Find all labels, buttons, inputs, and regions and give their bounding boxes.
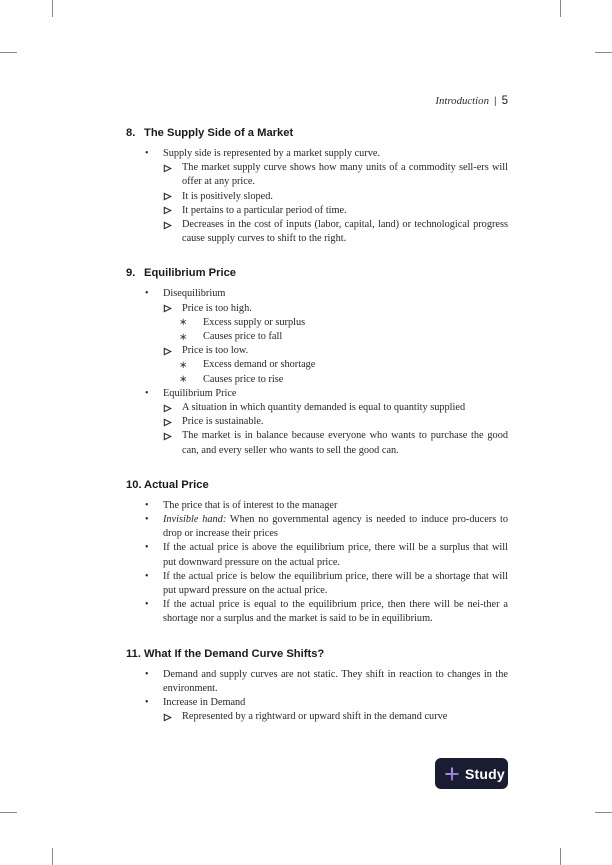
arrow-bullet-icon xyxy=(163,418,172,427)
list-item xyxy=(145,570,508,598)
list-item xyxy=(182,415,508,429)
item-text: It pertains to a particular period of time. xyxy=(182,204,347,216)
bullet-bullet-marker: • xyxy=(145,542,149,554)
item-text: Excess demand or shortage xyxy=(203,359,316,371)
section-heading xyxy=(0,266,612,280)
item-text: The price that is of interest to the manager xyxy=(163,499,338,511)
arrow-bullet-marker xyxy=(163,713,172,727)
arrow-bullet-icon xyxy=(163,432,172,441)
crop-mark-bottom-left-horizontal xyxy=(0,812,17,813)
section xyxy=(0,647,612,725)
section-number: 8. xyxy=(126,127,136,139)
bullet-bullet-marker: • xyxy=(145,570,149,582)
item-text: Demand and supply curves are not static. They shift in reaction to changes in the environment. xyxy=(163,668,508,694)
item-text: If the actual price is equal to the equilibrium price, then there will be nei-ther a shortage nor a surplus and the market is said to be in equilibrium. xyxy=(163,599,508,625)
bullet-bullet-marker: • xyxy=(145,499,149,511)
section-heading xyxy=(0,647,612,661)
section-heading xyxy=(0,126,612,140)
list-item xyxy=(179,373,508,387)
list-item xyxy=(145,696,508,710)
arrow-bullet-marker xyxy=(163,404,172,418)
crop-mark-bottom-right-vertical xyxy=(560,848,561,865)
item-text: Excess supply or surplus xyxy=(203,316,306,328)
arrow-bullet-icon xyxy=(163,304,172,313)
section xyxy=(0,266,612,457)
item-text: The market is in balance because everyone who wants to purchase the good can, and every seller who wants to sell the good can. xyxy=(182,430,508,456)
list-item xyxy=(145,513,508,541)
arrow-bullet-icon xyxy=(163,221,172,230)
asterisk-bullet-marker: ∗ xyxy=(179,331,188,343)
item-text: Causes price to fall xyxy=(203,331,283,343)
bullet-bullet-marker: • xyxy=(145,514,149,526)
item-text: Disequilibrium xyxy=(163,288,226,300)
section-title: What If the Demand Curve Shifts? xyxy=(144,647,325,660)
arrow-bullet-marker xyxy=(163,192,172,206)
item-text: It is positively sloped. xyxy=(182,190,273,202)
item-text: Price is too high. xyxy=(182,302,252,314)
list-item xyxy=(145,287,508,301)
section-heading xyxy=(0,478,612,492)
arrow-bullet-marker xyxy=(163,418,172,432)
list-item xyxy=(145,147,508,161)
crop-mark-bottom-left-vertical xyxy=(52,848,53,865)
arrow-bullet-icon xyxy=(163,347,172,356)
crop-mark-bottom-right-horizontal xyxy=(595,812,612,813)
list-item xyxy=(179,316,508,330)
crop-mark-top-left-horizontal xyxy=(0,52,17,53)
list-item xyxy=(182,161,508,189)
list-item xyxy=(182,190,508,204)
arrow-bullet-icon xyxy=(163,192,172,201)
studypool-logo xyxy=(435,758,508,789)
crop-mark-top-left-vertical xyxy=(52,0,53,17)
item-text: Increase in Demand xyxy=(163,697,246,709)
list-item xyxy=(145,668,508,696)
bullet-bullet-marker: • xyxy=(145,697,149,709)
section-title: Equilibrium Price xyxy=(144,267,237,280)
item-text: If the actual price is above the equilibrium price, there will be a surplus that will put downward pressure on the actual price. xyxy=(163,542,508,568)
arrow-bullet-icon xyxy=(163,164,172,173)
list-item xyxy=(145,387,508,401)
crop-mark-top-right-vertical xyxy=(560,0,561,17)
list-item xyxy=(182,344,508,358)
list-item xyxy=(145,541,508,569)
asterisk-bullet-marker: ∗ xyxy=(179,374,188,386)
logo-text: Study xyxy=(465,765,505,782)
list-item xyxy=(182,710,508,724)
content xyxy=(0,126,612,725)
item-text: Represented by a rightward or upward shift in the demand curve xyxy=(182,711,448,723)
arrow-bullet-marker xyxy=(163,304,172,318)
bullet-bullet-marker: • xyxy=(145,599,149,611)
page-number: 5 xyxy=(501,95,508,107)
list-item xyxy=(179,358,508,372)
arrow-bullet-icon xyxy=(163,404,172,413)
section-number: 9. xyxy=(126,267,136,280)
running-head xyxy=(435,95,508,107)
section xyxy=(0,126,612,246)
arrow-bullet-marker xyxy=(163,206,172,220)
italic-lead-text: Invisible hand: xyxy=(163,514,227,526)
section xyxy=(0,478,612,627)
arrow-bullet-marker xyxy=(163,347,172,361)
running-head-title: Introduction xyxy=(435,95,489,107)
arrow-bullet-marker xyxy=(163,221,172,235)
section-number: 10. xyxy=(126,478,142,491)
list-item xyxy=(145,598,508,626)
item-text: If the actual price is below the equilibrium price, there will be a shortage that will put upward pressure on the actual price. xyxy=(163,570,508,597)
arrow-bullet-icon xyxy=(163,206,172,215)
bullet-bullet-marker: • xyxy=(145,387,149,399)
section-title: Actual Price xyxy=(144,478,209,491)
asterisk-bullet-marker: ∗ xyxy=(179,317,188,329)
item-text: The market supply curve shows how many units of a commodity sell-ers will offer at any price. xyxy=(182,162,508,188)
section-number: 11. xyxy=(126,647,141,660)
list-item xyxy=(179,330,508,344)
list-item xyxy=(182,401,508,415)
item-text: A situation in which quantity demanded is equal to quantity supplied xyxy=(182,402,466,414)
item-text: Supply side is represented by a market supply curve. xyxy=(163,148,381,159)
bullet-bullet-marker: • xyxy=(145,148,149,159)
arrow-bullet-marker xyxy=(163,164,172,178)
plus-icon xyxy=(444,766,460,782)
list-item xyxy=(182,429,508,457)
running-head-separator: | xyxy=(493,96,497,107)
list-item xyxy=(182,218,508,246)
asterisk-bullet-marker: ∗ xyxy=(179,359,188,371)
crop-mark-top-right-horizontal xyxy=(595,52,612,53)
list-item xyxy=(182,204,508,218)
item-text: Causes price to rise xyxy=(203,373,284,385)
item-text: When no governmental agency is needed to induce pro-ducers to drop or increase their prices xyxy=(163,514,508,540)
list-item xyxy=(182,302,508,316)
list-item xyxy=(145,499,508,513)
arrow-bullet-icon xyxy=(163,713,172,722)
item-text: Price is sustainable. xyxy=(182,416,264,428)
section-title: The Supply Side of a Market xyxy=(144,127,294,139)
bullet-bullet-marker: • xyxy=(145,288,149,300)
item-text: Equilibrium Price xyxy=(163,387,237,399)
item-text: Decreases in the cost of inputs (labor, capital, land) or technological progress cause supply curves to shift to the right. xyxy=(182,219,508,245)
bullet-bullet-marker: • xyxy=(145,668,149,680)
arrow-bullet-marker xyxy=(163,432,172,446)
item-text: Price is too low. xyxy=(182,345,249,357)
